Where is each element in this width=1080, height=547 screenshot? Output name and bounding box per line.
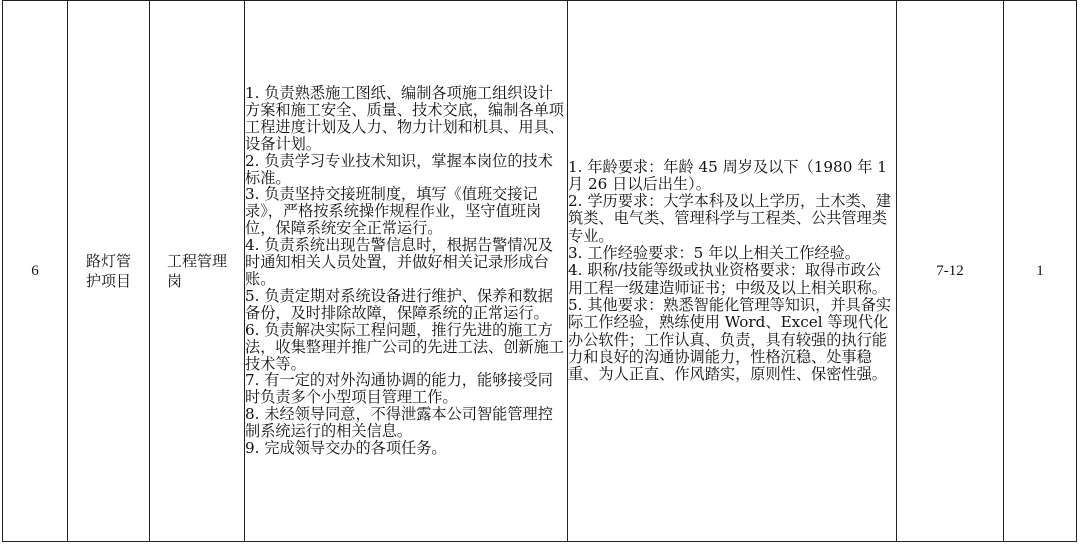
table-row (3, 1, 1077, 542)
employer-unit (68, 1, 150, 542)
job-post (150, 1, 245, 542)
requirement-item: 3. 工作经验要求：5 年以上相关工作经验。 (568, 244, 860, 263)
job-table (2, 0, 1077, 542)
job-requirements (568, 1, 897, 542)
employer-unit-line: 护项目 (85, 272, 131, 290)
job-post-line: 工程管理 (166, 252, 227, 270)
duty-item: 8. 未经领导同意，不得泄露本公司智能管理控制系统运行的相关信息。 (245, 405, 553, 441)
duty-item: 5. 负责定期对系统设备进行维护、保养和数据备份，及时排除故障，保障系统的正常运行。 (245, 286, 553, 322)
duty-item: 2. 负责学习专业技术知识，掌握本岗位的技术标准。 (245, 151, 553, 187)
seq-number: 6 (3, 1, 68, 542)
duty-item: 6. 负责解决实际工程问题，推行先进的施工方法，收集整理并推广公司的先进工法、创新施工技术等。 (245, 320, 564, 373)
requirement-item: 1. 年龄要求：年龄 45 周岁及以下（1980 年 1 月 26 日以后出生）。 (568, 157, 887, 193)
requirement-item: 5. 其他要求：熟悉智能化管理等知识，并具备实际工作经验，熟练使用 Word、Excel 等现代化办公软件；工作认真、负责，具有较强的执行能力和良好的沟通协调能力，性格沉稳、处事稳重、为人正直、作风踏实，原则性、保密性强。 (568, 295, 892, 384)
duty-item: 3. 负责坚持交接班制度，填写《值班交接记录》，严格按系统操作规程作业，坚守值班岗位，保障系统安全正常运行。 (245, 185, 542, 238)
duty-item: 1. 负责熟悉施工图纸、编制各项施工组织设计方案和施工安全、质量、技术交底，编制各单项工程进度计划及人力、物力计划和机具、用具、设备计划。 (245, 84, 564, 153)
job-post-line: 岗 (166, 272, 182, 290)
requirement-item: 2. 学历要求：大学本科及以上学历，土木类、建筑类、电气类、管理科学与工程类、公共管理类专业。 (568, 192, 892, 245)
duty-item: 4. 负责系统出现告警信息时，根据告警情况及时通知相关人员处置，并做好相关记录形成台账。 (245, 236, 553, 288)
employer-unit-line: 路灯管 (85, 252, 131, 270)
requirement-item: 4. 职称/技能等级或执业资格要求：取得市政公用工程一级建造师证书；中级及以上相关职称。 (568, 261, 887, 297)
headcount: 1 (1004, 1, 1077, 542)
duty-item: 9. 完成领导交办的各项任务。 (245, 439, 447, 458)
duty-item: 7. 有一定的对外沟通协调的能力，能够接受同时负责多个小型项目管理工作。 (245, 371, 553, 407)
job-duties (245, 1, 568, 542)
salary-range: 7-12 (897, 1, 1004, 542)
